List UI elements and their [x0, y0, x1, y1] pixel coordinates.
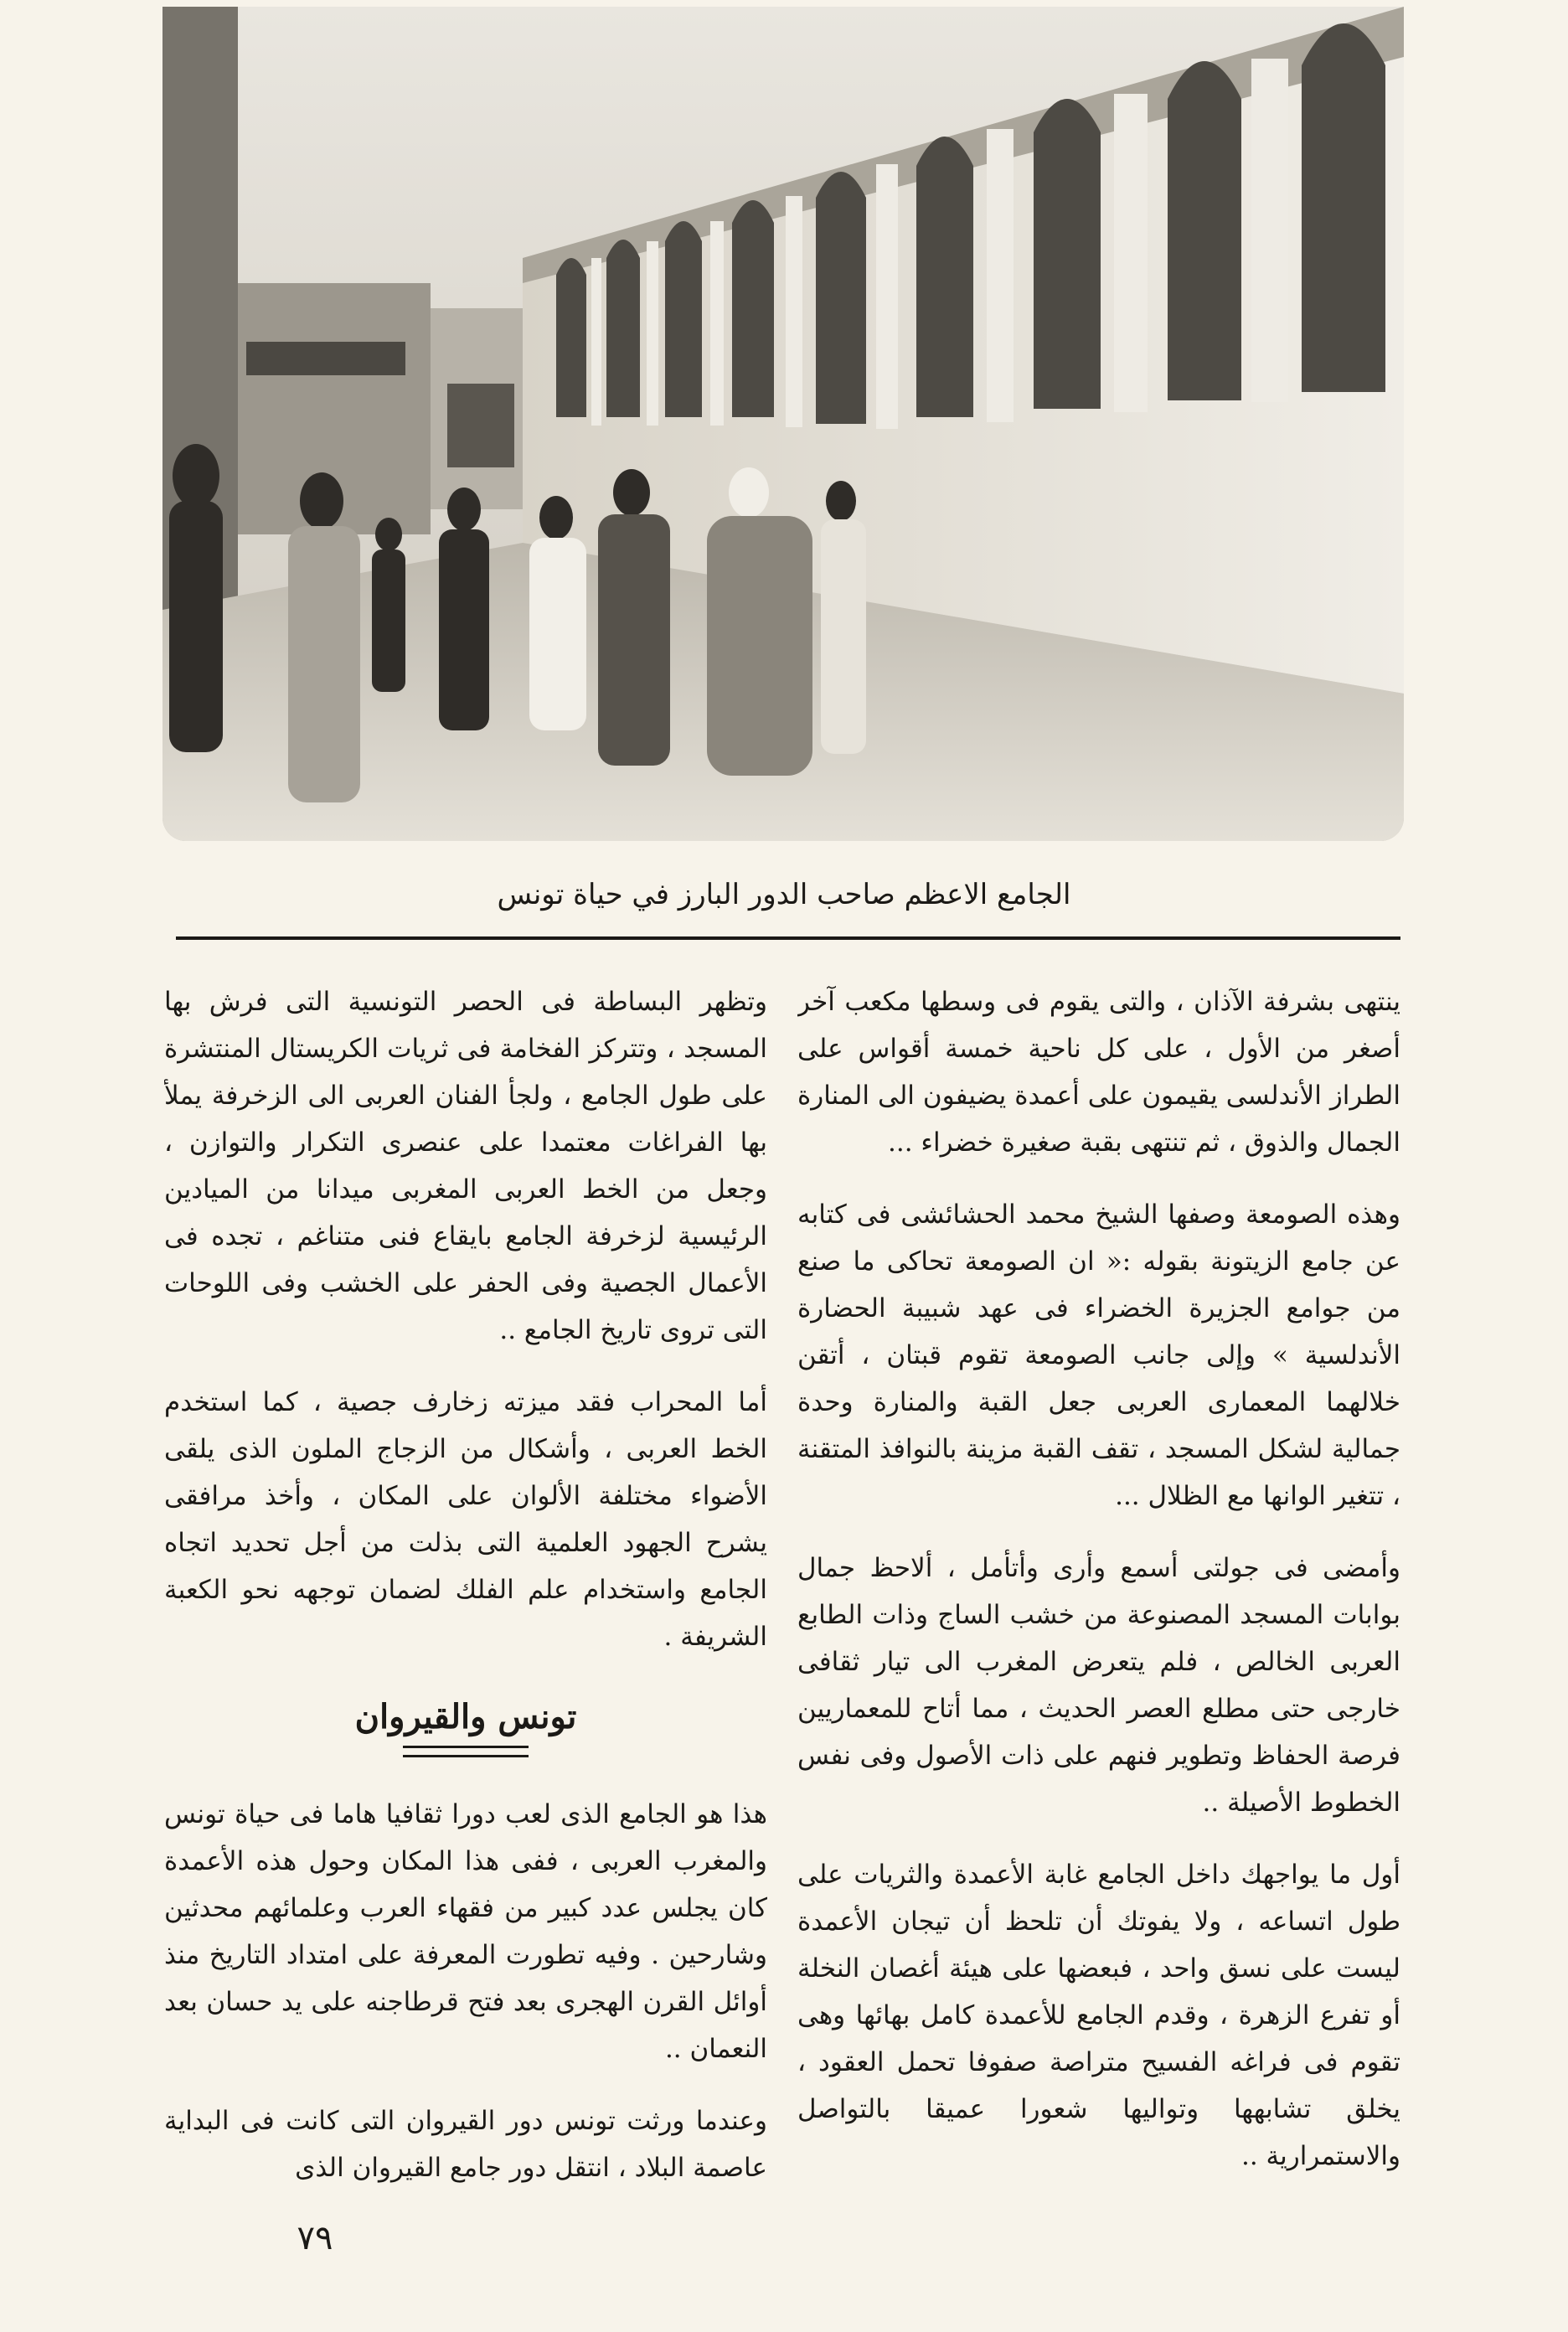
paragraph: وعندما ورثت تونس دور القيروان التى كانت فى البداية عاصمة البلاد ، انتقل دور جامع القيروان الذى [164, 2106, 767, 2183]
paragraph: أما المحراب فقد ميزته زخارف جصية ، كما استخدم الخط العربى ، وأشكال من الزجاج الملون الذى يلقى الأضواء مختلفة الألوان على المكان ، وأخذ مرافقى يشرح الجهود العلمية التى بذلت من أجل تحديد اتجاه الجامع واستخدام علم الفلك لضمان توجهه نحو الكعبة الشريفة . [164, 1387, 767, 1652]
page-number: ٧٩ [297, 2219, 333, 2257]
photo-illustration [162, 7, 1404, 841]
section-title: تونس والقيروان [354, 1697, 577, 1736]
photo-caption: الجامع الاعظم صاحب الدور البارز في حياة تونس [497, 878, 1071, 911]
paragraph: أول ما يواجهك داخل الجامع غابة الأعمدة والثريات على طول اتساعه ، ولا يفوتك أن تلحظ أن تيجان الأعمدة ليست على نسق واحد ، فبعضها على هيئة أغصان النخلة أو تفرع الزهرة ، وقدم الجامع للأعمدة كامل بهائها وهى تقوم فى فراغه الفسيح متراصة صفوفا تحمل العقود ، يخلق تشابهها وتواليها شعورا عميقا بالتواصل والاستمرارية .. [797, 1860, 1400, 2171]
mosque-street-photo [162, 7, 1404, 841]
right-column [797, 978, 1400, 2185]
section-title-ornament [403, 1746, 529, 1757]
caption-divider [176, 936, 1400, 940]
paragraph: وتظهر البساطة فى الحصر التونسية التى فرش بها المسجد ، وتتركز الفخامة فى ثريات الكريستال المنتشرة على طول الجامع ، ولجأ الفنان العربى الى الزخرفة يملأ بها الفراغات معتمدا على عنصرى التكرار والتوازن ، وجعل من الخط العربى المغربى ميدانا من الميادين الرئيسية لزخرفة الجامع بايقاع فنى متناغم ، تجده فى الأعمال الجصية وفى الحفر على الخشب وفى اللوحات التى تروى تاريخ الجامع .. [164, 987, 767, 1345]
paragraph: ينتهى بشرفة الآذان ، والتى يقوم فى وسطها مكعب آخر أصغر من الأول ، على كل ناحية خمسة أقواس على الطراز الأندلسى يقيمون على أعمدة يضيفون الى المنارة الجمال والذوق ، ثم تنتهى بقبة صغيرة خضراء ... [797, 987, 1400, 1158]
paragraph: وأمضى فى جولتى أسمع وأرى وأتأمل ، ألاحظ جمال بوابات المسجد المصنوعة من خشب الساج وذات الطابع العربى الخالص ، فلم يتعرض المغرب الى تيار ثقافى خارجى حتى مطلع العصر الحديث ، مما أتاح للمعماريين فرصة الحفاظ وتطوير فنهم على ذات الأصول وفى نفس الخطوط الأصيلة .. [797, 1553, 1400, 1818]
left-column [164, 978, 767, 2185]
paragraph: هذا هو الجامع الذى لعب دورا ثقافيا هاما فى حياة تونس والمغرب العربى ، ففى هذا المكان وحول هذه الأعمدة كان يجلس عدد كبير من فقهاء العرب وعلمائهم محدثين وشارحين . وفيه تطورت المعرفة على امتداد التاريخ منذ أوائل القرن الهجرى بعد فتح قرطاجنه على يد حسان بعد النعمان .. [164, 1799, 767, 2064]
paragraph: وهذه الصومعة وصفها الشيخ محمد الحشائشى فى كتابه عن جامع الزيتونة بقوله :« ان الصومعة تحاكى ما صنع من جوامع الجزيرة الخضراء فى عهد شبيبة الحضارة الأندلسية » وإلى جانب الصومعة تقوم قبتان ، أتقن خلالهما المعمارى العربى جعل القبة والمنارة وحدة جمالية لشكل المسجد ، تقف القبة مزينة بالنوافذ المتقنة ، تتغير الوانها مع الظلال ... [797, 1200, 1400, 1511]
